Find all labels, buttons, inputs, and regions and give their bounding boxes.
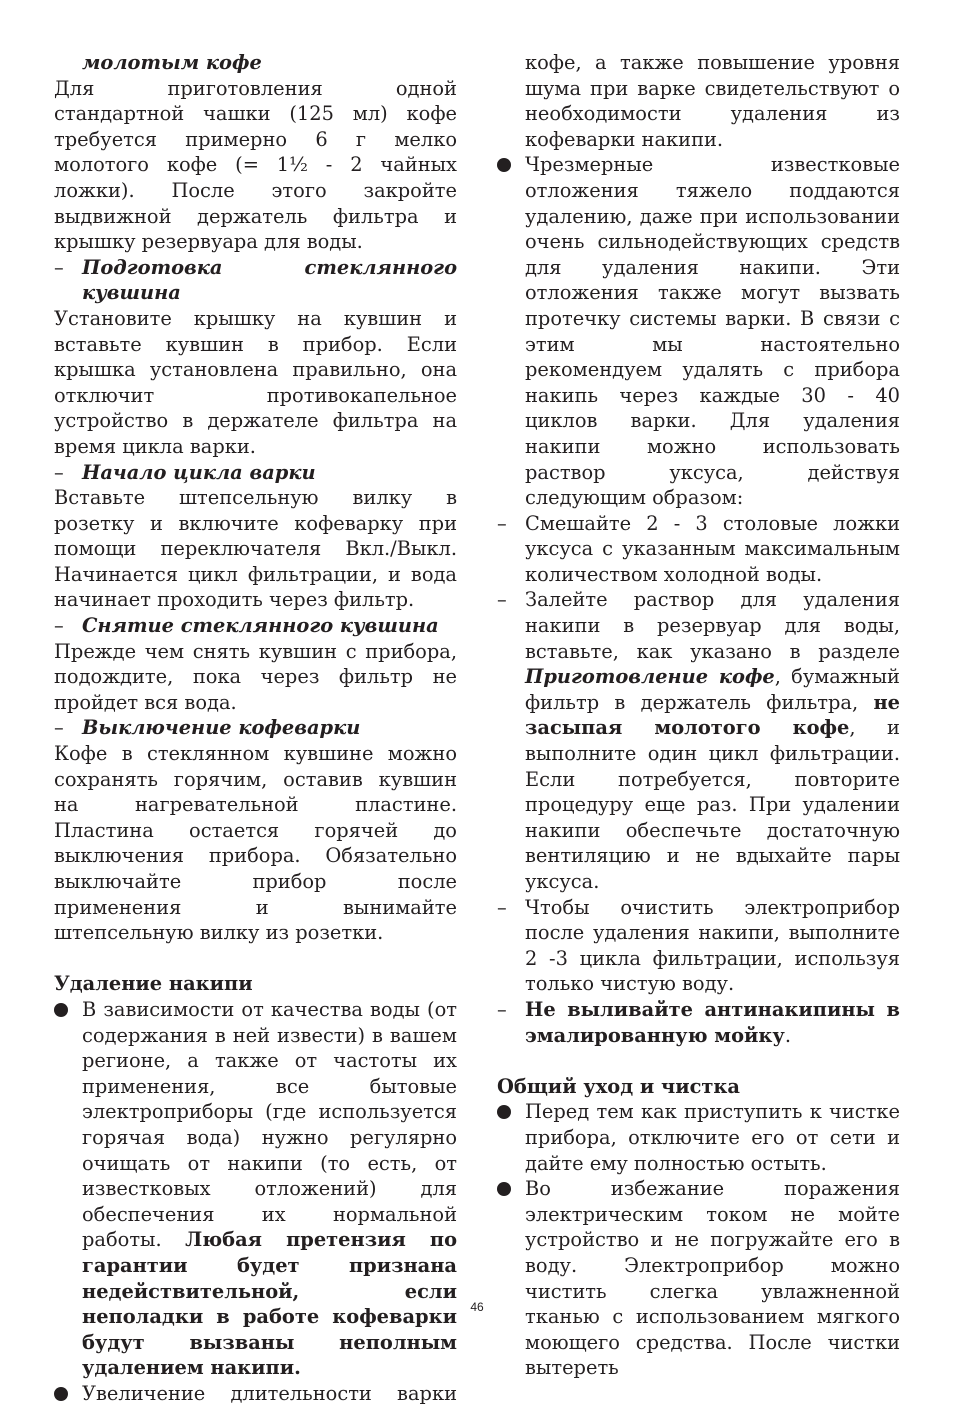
bullet-item-water-quality: [54, 997, 457, 1381]
bullet-dot-icon: [54, 1003, 68, 1017]
subheading-ground-coffee: молотым кофе: [82, 51, 262, 74]
bullet-dot-icon: [497, 1105, 511, 1119]
subheading-text: Снятие стеклянного кувшина: [82, 614, 439, 638]
paragraph-continuation: кофе, а также повышение уровня шума при варке свидетельствуют о необходимости удаления из кофеварки накипи.: [525, 51, 900, 151]
dash-item-mix-vinegar: [497, 511, 900, 588]
dash-item-rinse: [497, 895, 900, 997]
dash-item-text: , бумажный фильтр в держатель фильтра,: [525, 665, 900, 714]
bullet-text: Перед тем как приступить к чистке прибора, отключите его от сети и дайте ему полностью остыть.: [525, 1100, 900, 1175]
section-title-care: Общий уход и чистка: [497, 1074, 740, 1098]
bullet-marker: [497, 1099, 525, 1126]
dash-marker: –: [54, 255, 64, 279]
dash-marker: –: [54, 614, 64, 638]
dash-item-sink-warning: [497, 997, 900, 1048]
spacer: [54, 946, 457, 972]
subheading-text: Подготовка стеклянного кувшина: [82, 255, 457, 305]
warranty-warning: Любая претензия по гарантии будет признана недействительной, если неполадки в работе кофеварки будут вызваны неполным удалением накипи.: [82, 1228, 457, 1380]
subheading-switch-off: [54, 715, 457, 741]
bullet-dot-icon: [497, 158, 511, 172]
bullet-item-electric-shock: [497, 1176, 900, 1381]
section-title-descaling: Удаление накипи: [54, 972, 253, 996]
paragraph-coffee-amount: Для приготовления одной стандартной чашки (125 мл) кофе требуется примерно 6 г мелко молотого кофе (= 1½ - 2 чайных ложки). После этого закройте выдвижной держатель фильтра и крышку резервуара для воды.: [54, 76, 457, 254]
dash-marker: –: [54, 460, 64, 484]
bullet-dot-icon: [54, 1387, 68, 1401]
dash-marker: –: [497, 511, 507, 535]
subheading-text: Выключение кофеварки: [82, 716, 361, 740]
paragraph-switch-off: Кофе в стеклянном кувшине можно сохранять горячим, оставив кувшин на нагревательной пластине. Пластина остается горячей до выключения прибора. Обязательно выключайте прибор после применения и вынимайте штепсельную вилку из розетки.: [54, 742, 457, 945]
bullet-text: Во избежание поражения электрическим током не мойте устройство и не погружайте его в воду. Электроприбор можно чистить слегка увлажненной тканью с использованием мягкого моющего средства. После чистки вытереть: [525, 1177, 900, 1380]
dash-marker: –: [497, 997, 507, 1021]
bullet-text: Увеличение длительности варки: [82, 1381, 457, 1405]
bullet-item-brew-time: [54, 1381, 457, 1407]
dash-item-text: Чтобы очистить электроприбор после удаления накипи, выполните 2 -3 цикла фильтрации, используя только чистую воду.: [525, 895, 900, 996]
bullet-item-unplug: [497, 1099, 900, 1176]
dash-item-text: .: [784, 1023, 791, 1047]
dash-marker: –: [497, 895, 507, 919]
bullet-dot-icon: [497, 1182, 511, 1196]
section-reference: Приготовление кофе: [525, 665, 775, 689]
page-number: 46: [470, 1300, 484, 1314]
paragraph-start-cycle: Вставьте штепсельную вилку в розетку и включите кофеварку при помощи переключателя Вкл./Выкл. Начинается цикл фильтрации, и вода начинает проходить через фильтр.: [54, 486, 457, 612]
dash-marker: –: [497, 588, 507, 612]
dash-item-pour-solution: [497, 587, 900, 894]
bullet-text: В зависимости от качества воды (от содержания в ней извести) в вашем регионе, а также от частоты их применения, все бытовые электроприборы (где используется горячая вода) нужно регулярно очищать от накипи (то есть, от известковых отложений) для обеспечения их нормальной работы.: [82, 997, 457, 1252]
subheading-text: Начало цикла варки: [82, 460, 316, 484]
bullet-marker: [54, 1381, 82, 1407]
bullet-marker: [54, 997, 82, 1024]
bullet-item-excess-deposits: [497, 152, 900, 510]
sink-warning-text: Не выливайте антинакипины в эмалированную мойку: [525, 997, 900, 1047]
bullet-marker: [497, 152, 525, 179]
paragraph-remove-jug: Прежде чем снять кувшин с прибора, подождите, пока через фильтр не пройдет вся вода.: [54, 639, 457, 714]
right-column: [497, 50, 900, 1381]
subheading-start-cycle: [54, 460, 457, 486]
dash-item-text: , и выполните один цикл фильтрации. Если потребуется, повторите процедуру еще раз. При удалении накипи обеспечьте достаточную вентиляцию и не вдыхайте пары уксуса.: [525, 716, 900, 893]
spacer: [497, 1048, 900, 1074]
subheading-remove-jug: [54, 613, 457, 639]
emphasis-no-coffee: не засыпая молотого кофе: [525, 690, 900, 740]
left-column: [54, 50, 457, 1406]
subheading-prepare-jug: [54, 255, 457, 306]
dash-marker: –: [54, 716, 64, 740]
paragraph-prepare-jug: Установите крышку на кувшин и вставьте кувшин в прибор. Если крышка установлена правильно, она отключит противокапельное устройство в держателе фильтра на время цикла варки.: [54, 306, 457, 458]
dash-item-text: Смешайте 2 - 3 столовые ложки уксуса с указанным максимальным количеством холодной воды.: [525, 511, 900, 586]
bullet-text: Чрезмерные известковые отложения тяжело поддаются удалению, даже при использовании очень сильнодействующих средств для удаления накипи. Эти отложения также могут вызвать протечку системы варки. В связи с этим мы настоятельно рекомендуем удалять с прибора накипь через каждые 30 - 40 циклов варки. Для удаления накипи можно использовать раствор уксуса, действуя следующим образом:: [525, 153, 900, 510]
bullet-marker: [497, 1176, 525, 1203]
dash-item-text: Залейте раствор для удаления накипи в резервуар для воды, вставьте, как указано в разделе: [525, 588, 900, 663]
